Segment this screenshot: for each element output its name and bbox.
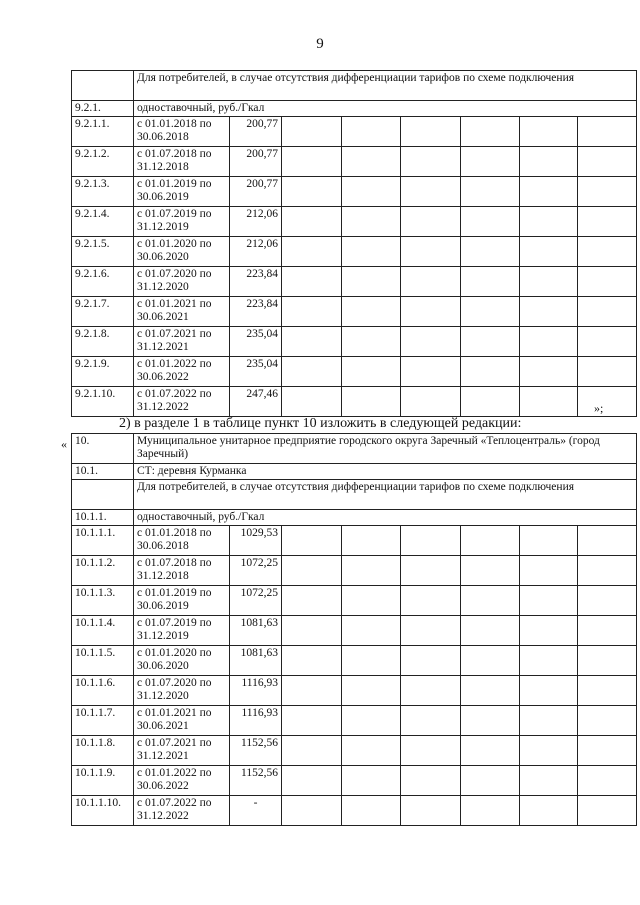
empty-cell [461,327,520,357]
period-cell: с 01.01.2020 по 30.06.2020 [134,646,230,676]
empty-cell [578,676,637,706]
table-row [72,766,637,796]
empty-cell [282,556,342,586]
empty-cell [461,796,520,826]
empty-cell [342,616,401,646]
empty-cell [282,796,342,826]
row-number: 10.1.1.4. [72,616,134,646]
period-cell: с 01.07.2018 по 31.12.2018 [134,147,230,177]
empty-cell [342,357,401,387]
empty-cell [578,177,637,207]
table-row [72,357,637,387]
row-number: 10.1.1.5. [72,646,134,676]
tariff-value: 200,77 [230,117,282,147]
empty-cell [282,207,342,237]
empty-cell [282,387,342,417]
empty-cell [401,387,461,417]
tariff-type-cell: одноставочный, руб./Гкал [134,510,637,526]
row-number: 10.1.1.10. [72,796,134,826]
row-number: 9.2.1.1. [72,117,134,147]
empty-cell [578,556,637,586]
empty-cell [401,177,461,207]
tariff-value: 235,04 [230,357,282,387]
empty-cell [578,736,637,766]
table-row [72,480,637,510]
empty-cell [342,117,401,147]
empty-cell [578,706,637,736]
empty-cell [461,357,520,387]
empty-cell [282,237,342,267]
empty-cell [461,616,520,646]
empty-cell [461,556,520,586]
row-number: 10.1.1.9. [72,766,134,796]
tariff-table-body [72,434,637,826]
empty-cell [461,676,520,706]
tariff-value: 1152,56 [230,766,282,796]
empty-cell [401,736,461,766]
empty-cell [461,766,520,796]
table-row [72,327,637,357]
empty-cell [401,706,461,736]
empty-cell [461,526,520,556]
row-number: 10.1.1.2. [72,556,134,586]
period-cell: с 01.01.2018 по 30.06.2018 [134,526,230,556]
period-cell: с 01.07.2018 по 31.12.2018 [134,556,230,586]
tariff-value: 1029,53 [230,526,282,556]
table-row [72,706,637,736]
empty-cell [401,766,461,796]
empty-cell [342,177,401,207]
period-cell: с 01.07.2019 по 31.12.2019 [134,616,230,646]
period-cell: с 01.01.2022 по 30.06.2022 [134,357,230,387]
empty-cell [578,117,637,147]
empty-cell [578,207,637,237]
empty-cell [461,237,520,267]
empty-cell [282,736,342,766]
empty-cell [401,556,461,586]
empty-cell [520,177,578,207]
table-row [72,586,637,616]
tariff-table-10 [71,433,637,826]
tariff-value: 212,06 [230,207,282,237]
empty-cell [401,646,461,676]
table-row [72,71,637,101]
empty-cell [461,147,520,177]
empty-cell [461,706,520,736]
empty-cell [72,480,134,510]
empty-cell [461,586,520,616]
empty-cell [520,387,578,417]
period-cell: с 01.07.2022 по 31.12.2022 [134,796,230,826]
empty-cell [282,766,342,796]
tariff-value: 1072,25 [230,556,282,586]
empty-cell [401,117,461,147]
empty-cell [520,676,578,706]
period-cell: с 01.01.2020 по 30.06.2020 [134,237,230,267]
empty-cell [401,586,461,616]
tariff-value: 223,84 [230,267,282,297]
empty-cell [401,267,461,297]
empty-cell [282,177,342,207]
empty-cell [520,736,578,766]
period-cell: с 01.07.2020 по 31.12.2020 [134,676,230,706]
empty-cell [461,207,520,237]
consumer-header-cell: Для потребителей, в случае отсутствия дифференциации тарифов по схеме подключения [134,71,637,101]
tariff-value: 247,46 [230,387,282,417]
period-cell: с 01.07.2021 по 31.12.2021 [134,327,230,357]
instruction-text: 2) в разделе 1 в таблице пункт 10 изложить в следующей редакции: [119,416,522,431]
empty-cell [461,297,520,327]
table-row [72,387,637,417]
period-cell: с 01.01.2021 по 30.06.2021 [134,297,230,327]
empty-cell [342,796,401,826]
row-number: 10.1.1.3. [72,586,134,616]
period-cell: с 01.07.2022 по 31.12.2022 [134,387,230,417]
empty-cell [72,71,134,101]
tariff-value: 200,77 [230,177,282,207]
empty-cell [578,237,637,267]
empty-cell [401,526,461,556]
empty-cell [520,526,578,556]
empty-cell [401,676,461,706]
row-number: 9.2.1.5. [72,237,134,267]
table-row [72,297,637,327]
empty-cell [520,147,578,177]
tariff-table-9-2 [71,70,637,417]
tariff-value: 1072,25 [230,586,282,616]
period-cell: с 01.01.2022 по 30.06.2022 [134,766,230,796]
empty-cell [520,586,578,616]
tariff-value: 1116,93 [230,676,282,706]
empty-cell [578,387,637,417]
empty-cell [578,297,637,327]
row-number: 9.2.1. [72,101,134,117]
empty-cell [578,327,637,357]
empty-cell [578,526,637,556]
row-number: 9.2.1.9. [72,357,134,387]
empty-cell [520,267,578,297]
empty-cell [282,147,342,177]
empty-cell [342,736,401,766]
row-number: 10.1.1.1. [72,526,134,556]
empty-cell [401,616,461,646]
empty-cell [282,526,342,556]
empty-cell [520,616,578,646]
empty-cell [578,586,637,616]
table-row [72,556,637,586]
closing-quote: »; [594,401,604,415]
page-number: 9 [316,36,324,52]
period-cell: с 01.07.2021 по 31.12.2021 [134,736,230,766]
empty-cell [342,676,401,706]
empty-cell [342,327,401,357]
row-number: 10.1.1.7. [72,706,134,736]
empty-cell [401,207,461,237]
empty-cell [520,357,578,387]
empty-cell [578,147,637,177]
table-row [72,267,637,297]
table-row [72,676,637,706]
table-row [72,147,637,177]
period-cell: с 01.07.2020 по 31.12.2020 [134,267,230,297]
empty-cell [578,357,637,387]
tariff-value: 1081,63 [230,646,282,676]
empty-cell [282,586,342,616]
empty-cell [282,327,342,357]
period-cell: с 01.01.2019 по 30.06.2019 [134,586,230,616]
table-row [72,796,637,826]
empty-cell [282,357,342,387]
empty-cell [342,387,401,417]
empty-cell [520,796,578,826]
empty-cell [401,237,461,267]
empty-cell [401,327,461,357]
row-number: 9.2.1.2. [72,147,134,177]
empty-cell [342,556,401,586]
empty-cell [401,147,461,177]
row-number: 9.2.1.10. [72,387,134,417]
empty-cell [520,237,578,267]
empty-cell [342,586,401,616]
period-cell: с 01.01.2018 по 30.06.2018 [134,117,230,147]
empty-cell [342,207,401,237]
table-row [72,526,637,556]
empty-cell [520,117,578,147]
empty-cell [342,147,401,177]
empty-cell [520,297,578,327]
period-cell: с 01.07.2019 по 31.12.2019 [134,207,230,237]
table-row [72,237,637,267]
empty-cell [520,327,578,357]
row-number: 9.2.1.3. [72,177,134,207]
empty-cell [461,177,520,207]
empty-cell [520,207,578,237]
empty-cell [342,267,401,297]
empty-cell [520,706,578,736]
empty-cell [461,117,520,147]
empty-cell [342,526,401,556]
empty-cell [578,796,637,826]
empty-cell [578,646,637,676]
tariff-value: 212,06 [230,237,282,267]
row-number: 9.2.1.6. [72,267,134,297]
period-cell: с 01.01.2019 по 30.06.2019 [134,177,230,207]
tariff-table-body [72,71,637,417]
empty-cell [461,736,520,766]
empty-cell [342,297,401,327]
heat-system-cell: СТ: деревня Курманка [134,464,637,480]
table-row [72,207,637,237]
row-number: 10.1.1. [72,510,134,526]
empty-cell [342,766,401,796]
table-row [72,117,637,147]
table-row [72,736,637,766]
row-number: 10.1.1.6. [72,676,134,706]
empty-cell [461,387,520,417]
empty-cell [342,646,401,676]
table-row [72,646,637,676]
tariff-type-cell: одноставочный, руб./Гкал [134,101,637,117]
empty-cell [461,646,520,676]
empty-cell [578,267,637,297]
table-row [72,101,637,117]
table-row [72,434,637,464]
organization-cell: Муниципальное унитарное предприятие городского округа Заречный «Теплоцентраль» (город Заречный) [134,434,637,464]
tariff-value: - [230,796,282,826]
tariff-value: 200,77 [230,147,282,177]
tariff-value: 1116,93 [230,706,282,736]
empty-cell [282,267,342,297]
row-number: 10.1. [72,464,134,480]
tariff-value: 1081,63 [230,616,282,646]
table-row [72,510,637,526]
table-row [72,464,637,480]
tariff-value: 235,04 [230,327,282,357]
tariff-value: 1152,56 [230,736,282,766]
opening-quote: « [61,437,67,451]
empty-cell [282,706,342,736]
empty-cell [520,646,578,676]
period-cell: с 01.01.2021 по 30.06.2021 [134,706,230,736]
table-row [72,177,637,207]
table-row [72,616,637,646]
consumer-header-cell: Для потребителей, в случае отсутствия дифференциации тарифов по схеме подключения [134,480,637,510]
tariff-value: 223,84 [230,297,282,327]
empty-cell [282,616,342,646]
row-number: 10.1.1.8. [72,736,134,766]
empty-cell [520,556,578,586]
empty-cell [578,766,637,796]
empty-cell [282,646,342,676]
empty-cell [578,616,637,646]
row-number: 10. [72,434,134,464]
empty-cell [342,237,401,267]
row-number: 9.2.1.4. [72,207,134,237]
row-number: 9.2.1.7. [72,297,134,327]
empty-cell [401,297,461,327]
empty-cell [461,267,520,297]
empty-cell [282,117,342,147]
row-number: 9.2.1.8. [72,327,134,357]
empty-cell [342,706,401,736]
empty-cell [282,297,342,327]
empty-cell [282,676,342,706]
empty-cell [401,357,461,387]
empty-cell [520,766,578,796]
empty-cell [401,796,461,826]
